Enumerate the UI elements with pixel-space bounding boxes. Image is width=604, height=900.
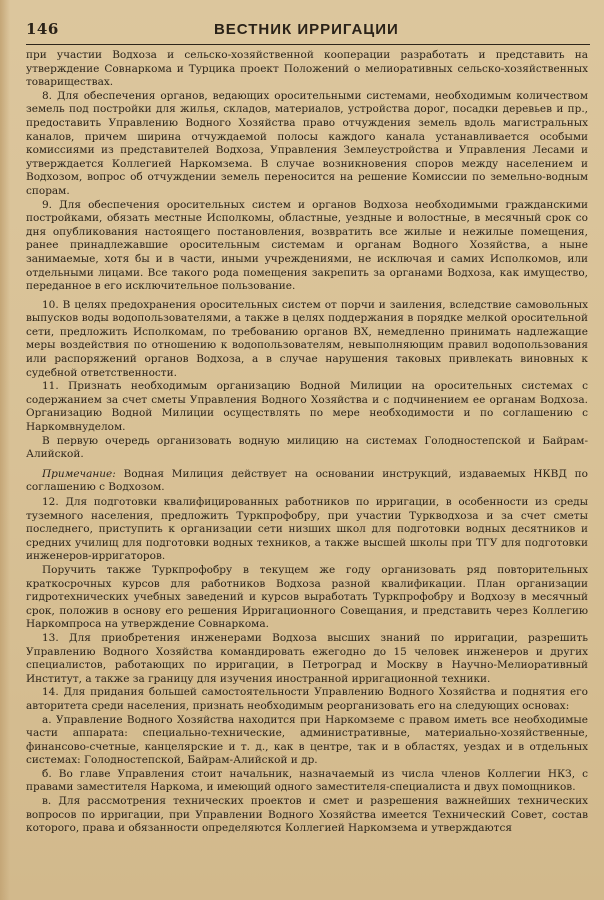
- paragraph-note: [26, 468, 588, 495]
- paragraph-item-14: 14. Для придания большей самостоятельности Управлению Водного Хозяйства и поднятия его авторитета среди населения, признать необходимым реорганизовать его на следующих основах:: [26, 686, 588, 712]
- paragraph-item-13: 13. Для приобретения инженерами Водхоза высших знаний по ирригации, разрешить Управлению Водного Хозяйства командировать ежегодно до 15 человек инженеров и других специалистов, работающих по ирригации, в Петроград и Москву в Научно-Мелиоративный Институт, а также за границу для изучения иностранной ирригационной техники.: [26, 631, 588, 685]
- paragraph-item-12: 12. Для подготовки квалифицированных работников по ирригации, в особенности из среды туземного населения, предложить Туркпрофобру, при участии Туркводхоза и за счет сметы последнего, приступить к организации сети низших школ для подготовки водных десятников и средних училищ для подготовки водных техников, а также высшей школы при ТГУ для подготовки инженеров-ирригаторов.: [26, 496, 588, 563]
- journal-title: ВЕСТНИК ИРРИГАЦИИ: [213, 21, 399, 38]
- paragraph-item-9: 9. Для обеспечения оросительных систем и органов Водхоза необходимыми гражданскими постройками, обязать местные Исполкомы, областные, уездные и волостные, в месячный срок со дня опубликования настоящего постановления, возвратить все жилые и нежилые помещения, ранее принадлежавшие оросительным системам и органам Водного Хозяйства, а ныне занимаемые, хотя бы и в части, иными учреждениями, не исключая и самих Исполкомов, или отдельными лицами. Все такого рода помещения закрепить за органами Водхоза, как имущество, переданное в его исключительное пользование.: [26, 198, 588, 293]
- paragraph-item-14c: в. Для рассмотрения технических проектов и смет и разрешения важнейших технических вопросов по ирригации, при Управлении Водного Хозяйства имеется Технический Совет, состав которого, права и обязанности определяются Коллегией Наркомзема и утверждаются: [26, 795, 588, 835]
- note-text: Водная Милиция действует на основании инструкций, издаваемых НКВД по соглашению с Водхозом.: [26, 467, 588, 494]
- paragraph-item-14a: а. Управление Водного Хозяйства находится при Наркомземе с правом иметь все необходимые части аппарата: специально-технические, административные, материально-хозяйственные, финансово-счетные, канцелярские и т. д., как в центре, так и в областях, уездах и в отдельных системах: Голодностепской, Байрам-Алийской и др.: [26, 713, 588, 767]
- paragraph-item-14b: б. Во главе Управления стоит начальник, назначаемый из числа членов Коллегии НКЗ, с правами заместителя Наркома, и имеющий одного заместителя-специалиста и двух помощников.: [26, 767, 588, 794]
- paragraph-item-8: 8. Для обеспечения органов, ведающих оросительными системами, необходимым количеством земель под постройки для жилья, складов, материалов, устройства дорог, посадки деревьев и пр., предоставить Управлению Водного Хозяйства право отчуждения земель вдоль магистральных каналов, причем ширина отчуждаемой полосы каждого канала устанавливается особыми комиссиями из представителей Водхоза, Управления Землеустройства и Управления Лесами и утверждается Коллегией Наркомзема. В случае возникновения споров между населением и Водхозом, вопрос об отчуждении земель переносится на решение Комиссии по земельно-водным спорам.: [26, 89, 588, 197]
- note-label: Примечание:: [42, 467, 116, 480]
- paragraph-water-militia-priority: В первую очередь организовать водную милицию на системах Голодностепской и Байрам-Алийской.: [26, 434, 588, 461]
- page-header: [26, 20, 590, 45]
- paragraph-continuation: при участии Водхоза и сельско-хозяйственной кооперации разработать и представить на утверждение Совнаркома и Турцика проект Положений о мелиоративных сельско-хозяйственных товариществах.: [26, 49, 588, 89]
- page-number: 146: [26, 20, 59, 38]
- paragraph-courses: Поручить также Туркпрофобру в текущем же году организовать ряд повторительных краткосрочных курсов для работников Водхоза разной квалификации. План организации гидротехнических учебных заведений и курсов выработать Туркпрофобру и Водхозу в месячный срок, положив в основу его решения Ирригационного Совещания, и представить через Коллегию Наркомпроса на утверждение Совнаркома.: [26, 563, 588, 631]
- article-body: [26, 49, 588, 836]
- paragraph-item-11: 11. Признать необходимым организацию Водной Милиции на оросительных системах с содержанием за счет сметы Управления Водного Хозяйства и с подчинением ее органам Водхоза. Организацию Водной Милиции осуществлять по мере необходимости и по соглашению с Наркомвнуделом.: [26, 380, 588, 434]
- paragraph-item-10: 10. В целях предохранения оросительных систем от порчи и заиления, вследствие самовольных выпусков воды водопользователями, а также в целях поддержания в порядке мелкой оросительной сети, предложить Исполкомам, по требованию органов ВХ, немедленно принимать надлежащие меры воздействия по отношению к водопользователям, невыполняющим правил водопользования или распоряжений органов Водхоза, а в случае нарушения таковых привлекать виновных к судебной ответственности.: [26, 298, 588, 379]
